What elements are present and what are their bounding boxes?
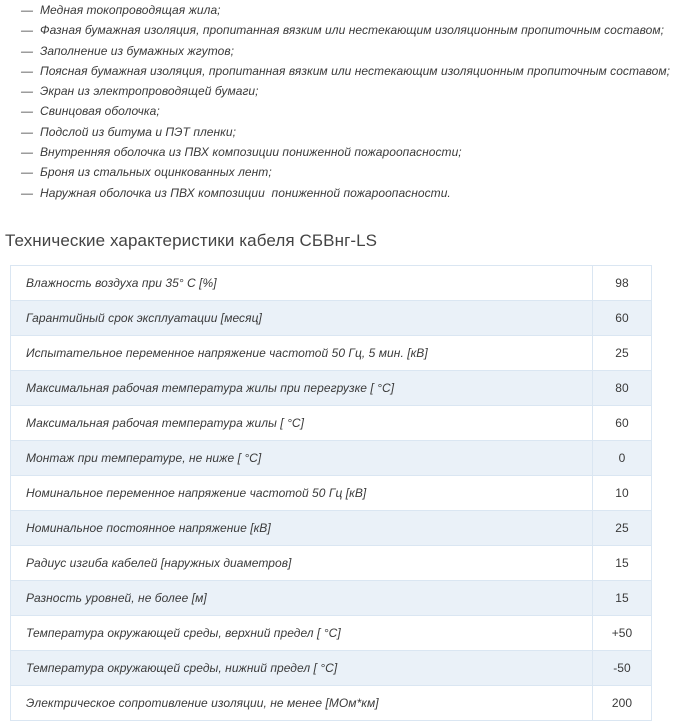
list-item <box>0 0 688 20</box>
cable-construction-list <box>0 0 688 203</box>
spec-value-cell: 10 <box>593 476 652 511</box>
spec-value-cell: -50 <box>593 651 652 686</box>
spec-parameter-cell: Радиус изгиба кабелей [наружных диаметров] <box>11 546 593 581</box>
list-item-label: Экран из электропроводящей бумаги; <box>40 84 259 99</box>
list-item <box>0 183 688 203</box>
spec-value-cell: 25 <box>593 336 652 371</box>
table-row <box>11 406 652 441</box>
em-dash-icon: — <box>21 23 34 38</box>
table-row <box>11 266 652 301</box>
list-item-label: Свинцовая оболочка; <box>40 104 160 119</box>
technical-specifications-table <box>10 265 652 721</box>
table-row <box>11 476 652 511</box>
em-dash-icon: — <box>21 43 34 58</box>
spec-value-cell: 80 <box>593 371 652 406</box>
list-item <box>0 61 688 81</box>
list-item-label: Медная токопроводящая жила; <box>40 3 221 17</box>
list-item-label: Поясная бумажная изоляция, пропитанная вязким или нестекающим изоляционным пропиточным составом; <box>40 63 671 78</box>
spec-value-cell: +50 <box>593 616 652 651</box>
table-row <box>11 511 652 546</box>
spec-parameter-cell: Максимальная рабочая температура жилы при перегрузке [ °C] <box>11 371 593 406</box>
specs-table-container <box>10 265 634 721</box>
spec-value-cell: 15 <box>593 581 652 616</box>
spec-parameter-cell: Максимальная рабочая температура жилы [ °C] <box>11 406 593 441</box>
table-row <box>11 686 652 721</box>
list-item-label: Внутренняя оболочка из ПВХ композиции пониженной пожароопасности; <box>40 145 462 160</box>
table-row <box>11 546 652 581</box>
spec-parameter-cell: Температура окружающей среды, верхний предел [ °C] <box>11 616 593 651</box>
table-row <box>11 651 652 686</box>
spec-parameter-cell: Номинальное постоянное напряжение [кВ] <box>11 511 593 546</box>
em-dash-icon: — <box>21 104 34 119</box>
spec-value-cell: 98 <box>593 266 652 301</box>
em-dash-icon: — <box>21 145 34 160</box>
em-dash-icon: — <box>21 84 34 99</box>
list-item-label: Наружная оболочка из ПВХ композиции пониженной пожароопасности. <box>40 185 451 200</box>
spec-value-cell: 200 <box>593 686 652 721</box>
spec-parameter-cell: Испытательное переменное напряжение частотой 50 Гц, 5 мин. [кВ] <box>11 336 593 371</box>
em-dash-icon: — <box>21 3 34 17</box>
em-dash-icon: — <box>21 124 34 139</box>
list-item-label: Заполнение из бумажных жгутов; <box>40 43 235 58</box>
list-item <box>0 101 688 121</box>
table-row <box>11 301 652 336</box>
em-dash-icon: — <box>21 63 34 78</box>
list-item-label: Броня из стальных оцинкованных лент; <box>40 165 272 180</box>
table-row <box>11 371 652 406</box>
list-item <box>0 162 688 182</box>
list-item <box>0 41 688 61</box>
list-item <box>0 142 688 162</box>
table-row <box>11 441 652 476</box>
spec-parameter-cell: Температура окружающей среды, нижний предел [ °C] <box>11 651 593 686</box>
spec-value-cell: 15 <box>593 546 652 581</box>
spec-value-cell: 60 <box>593 406 652 441</box>
em-dash-icon: — <box>21 165 34 180</box>
list-item <box>0 81 688 101</box>
spec-parameter-cell: Гарантийный срок эксплуатации [месяц] <box>11 301 593 336</box>
page-title: Технические характеристики кабеля СБВнг-LS <box>5 231 378 250</box>
table-row <box>11 581 652 616</box>
list-item-label: Подслой из битума и ПЭТ пленки; <box>40 124 236 139</box>
spec-parameter-cell: Электрическое сопротивление изоляции, не менее [МОм*км] <box>11 686 593 721</box>
spec-parameter-cell: Влажность воздуха при 35° С [%] <box>11 266 593 301</box>
list-item <box>0 20 688 40</box>
em-dash-icon: — <box>21 185 34 200</box>
specs-table-body <box>11 266 652 721</box>
list-item-label: Фазная бумажная изоляция, пропитанная вязким или нестекающим изоляционным пропиточным составом; <box>40 23 665 38</box>
spec-parameter-cell: Номинальное переменное напряжение частотой 50 Гц [кВ] <box>11 476 593 511</box>
spec-parameter-cell: Монтаж при температуре, не ниже [ °C] <box>11 441 593 476</box>
list-item <box>0 122 688 142</box>
spec-value-cell: 0 <box>593 441 652 476</box>
spec-value-cell: 60 <box>593 301 652 336</box>
table-row <box>11 336 652 371</box>
spec-parameter-cell: Разность уровней, не более [м] <box>11 581 593 616</box>
spec-value-cell: 25 <box>593 511 652 546</box>
table-row <box>11 616 652 651</box>
